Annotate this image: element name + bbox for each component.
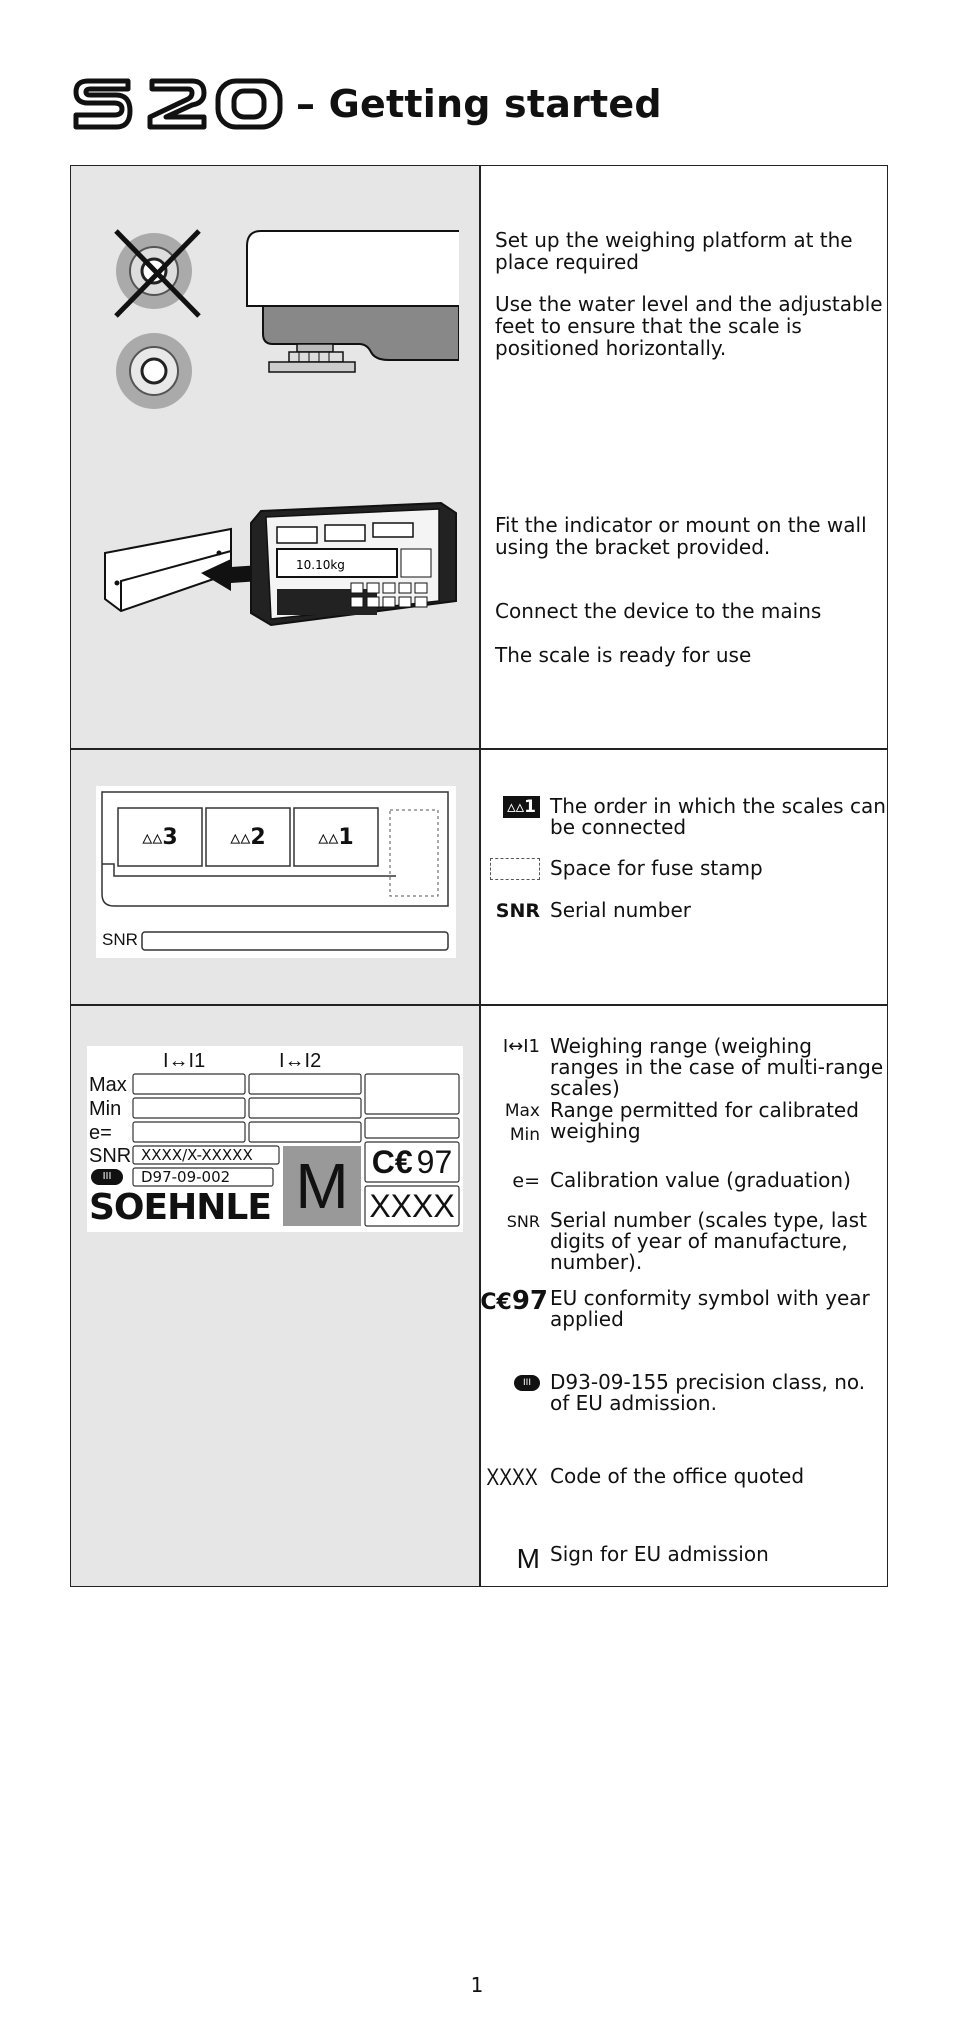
range-1-header: I↔I1: [163, 1050, 206, 1072]
legend-eu-admission-sign: M Sign for EU admission: [516, 1542, 769, 1574]
range-arrows-icon: I↔I: [502, 1036, 529, 1057]
instruction-table: [70, 165, 888, 1587]
scale-triangle-icon: ▵▵: [142, 825, 163, 849]
legend-scale-order: ▵▵1 The order in which the scales can be connected: [486, 796, 886, 838]
snr-label: SNR: [102, 930, 138, 949]
legend-max-min: Max Min Range permitted for calibrated weighing: [504, 1098, 859, 1145]
setup-step-1: Set up the weighing platform at the place required: [495, 228, 853, 274]
precision-class-icon: III: [514, 1375, 540, 1391]
legend-eu-conformity: C€97 EU conformity symbol with year applied: [480, 1286, 870, 1331]
fuse-stamp-space-icon: [490, 858, 540, 880]
page-title: – Getting started: [296, 82, 662, 126]
scale-order-box-1: ▵▵ 1: [318, 824, 354, 850]
ce-mark-icon: C€: [480, 1290, 512, 1315]
setup-step-4: Connect the device to the mains: [495, 599, 822, 623]
plate-office-code: XXXX: [369, 1188, 455, 1224]
plate-ce-mark: C€ 97: [371, 1143, 453, 1180]
legend-office-code: XXXX Code of the office quoted: [486, 1464, 805, 1491]
plate-m-mark: M: [295, 1150, 349, 1222]
scale-triangle-icon: ▵▵: [318, 825, 339, 849]
setup-step-3: Fit the indicator or mount on the wall using the bracket provided.: [495, 513, 867, 559]
indicator-bracket-illustration: [101, 501, 461, 631]
plate-class-value: D97-09-002: [141, 1168, 231, 1186]
platform-foot-illustration: [239, 226, 459, 386]
scale-order-box-2: ▵▵ 2: [230, 824, 266, 850]
scale-triangle-icon: ▵▵: [230, 825, 251, 849]
ce-mark-icon: C€: [371, 1143, 413, 1180]
range-arrows-icon: I↔I: [163, 1050, 195, 1072]
range-arrows-icon: I↔I: [279, 1050, 311, 1072]
indicator-display-text: 10.10kg: [296, 558, 345, 572]
s20-logo-icon: [70, 75, 286, 133]
plate-min-label: Min: [89, 1098, 122, 1120]
plate-e-label: e=: [89, 1122, 112, 1144]
plate-class-symbol-icon: III: [91, 1169, 123, 1185]
scale-order-symbol-icon: ▵▵1: [503, 796, 540, 818]
setup-step-5: The scale is ready for use: [495, 643, 752, 667]
connection-label-panel: [96, 786, 456, 958]
setup-step-2: Use the water level and the adjustable feet to ensure that the scale is positioned horizontally.: [495, 292, 883, 360]
legend-weighing-range: I↔I1 Weighing range (weighing ranges in the case of multi-range scales): [502, 1034, 884, 1100]
soehnle-logo: SOEHNLE: [89, 1187, 271, 1228]
plate-snr-value: XXXX/X-XXXXX: [141, 1146, 253, 1164]
range-2-header: I↔I2: [279, 1050, 322, 1072]
legend-precision-class: III D93-09-155 precision class, no. of EU admission.: [486, 1372, 886, 1414]
legend-calibration: e= Calibration value (graduation): [512, 1168, 851, 1192]
page-header: [70, 74, 662, 134]
legend-serial-details: SNR Serial number (scales type, last digits of year of manufacture, number).: [506, 1208, 867, 1274]
scale-order-box-3: ▵▵ 3: [142, 824, 178, 850]
plate-max-label: Max: [89, 1074, 127, 1096]
legend-fuse-stamp: Space for fuse stamp: [486, 858, 886, 880]
plate-snr-label: SNR: [89, 1145, 132, 1167]
legend-serial-number: SNR Serial number: [495, 898, 692, 922]
page-number: 1: [470, 1973, 484, 1997]
water-level-illustration: [111, 226, 211, 426]
type-plate-panel: [87, 1046, 463, 1232]
